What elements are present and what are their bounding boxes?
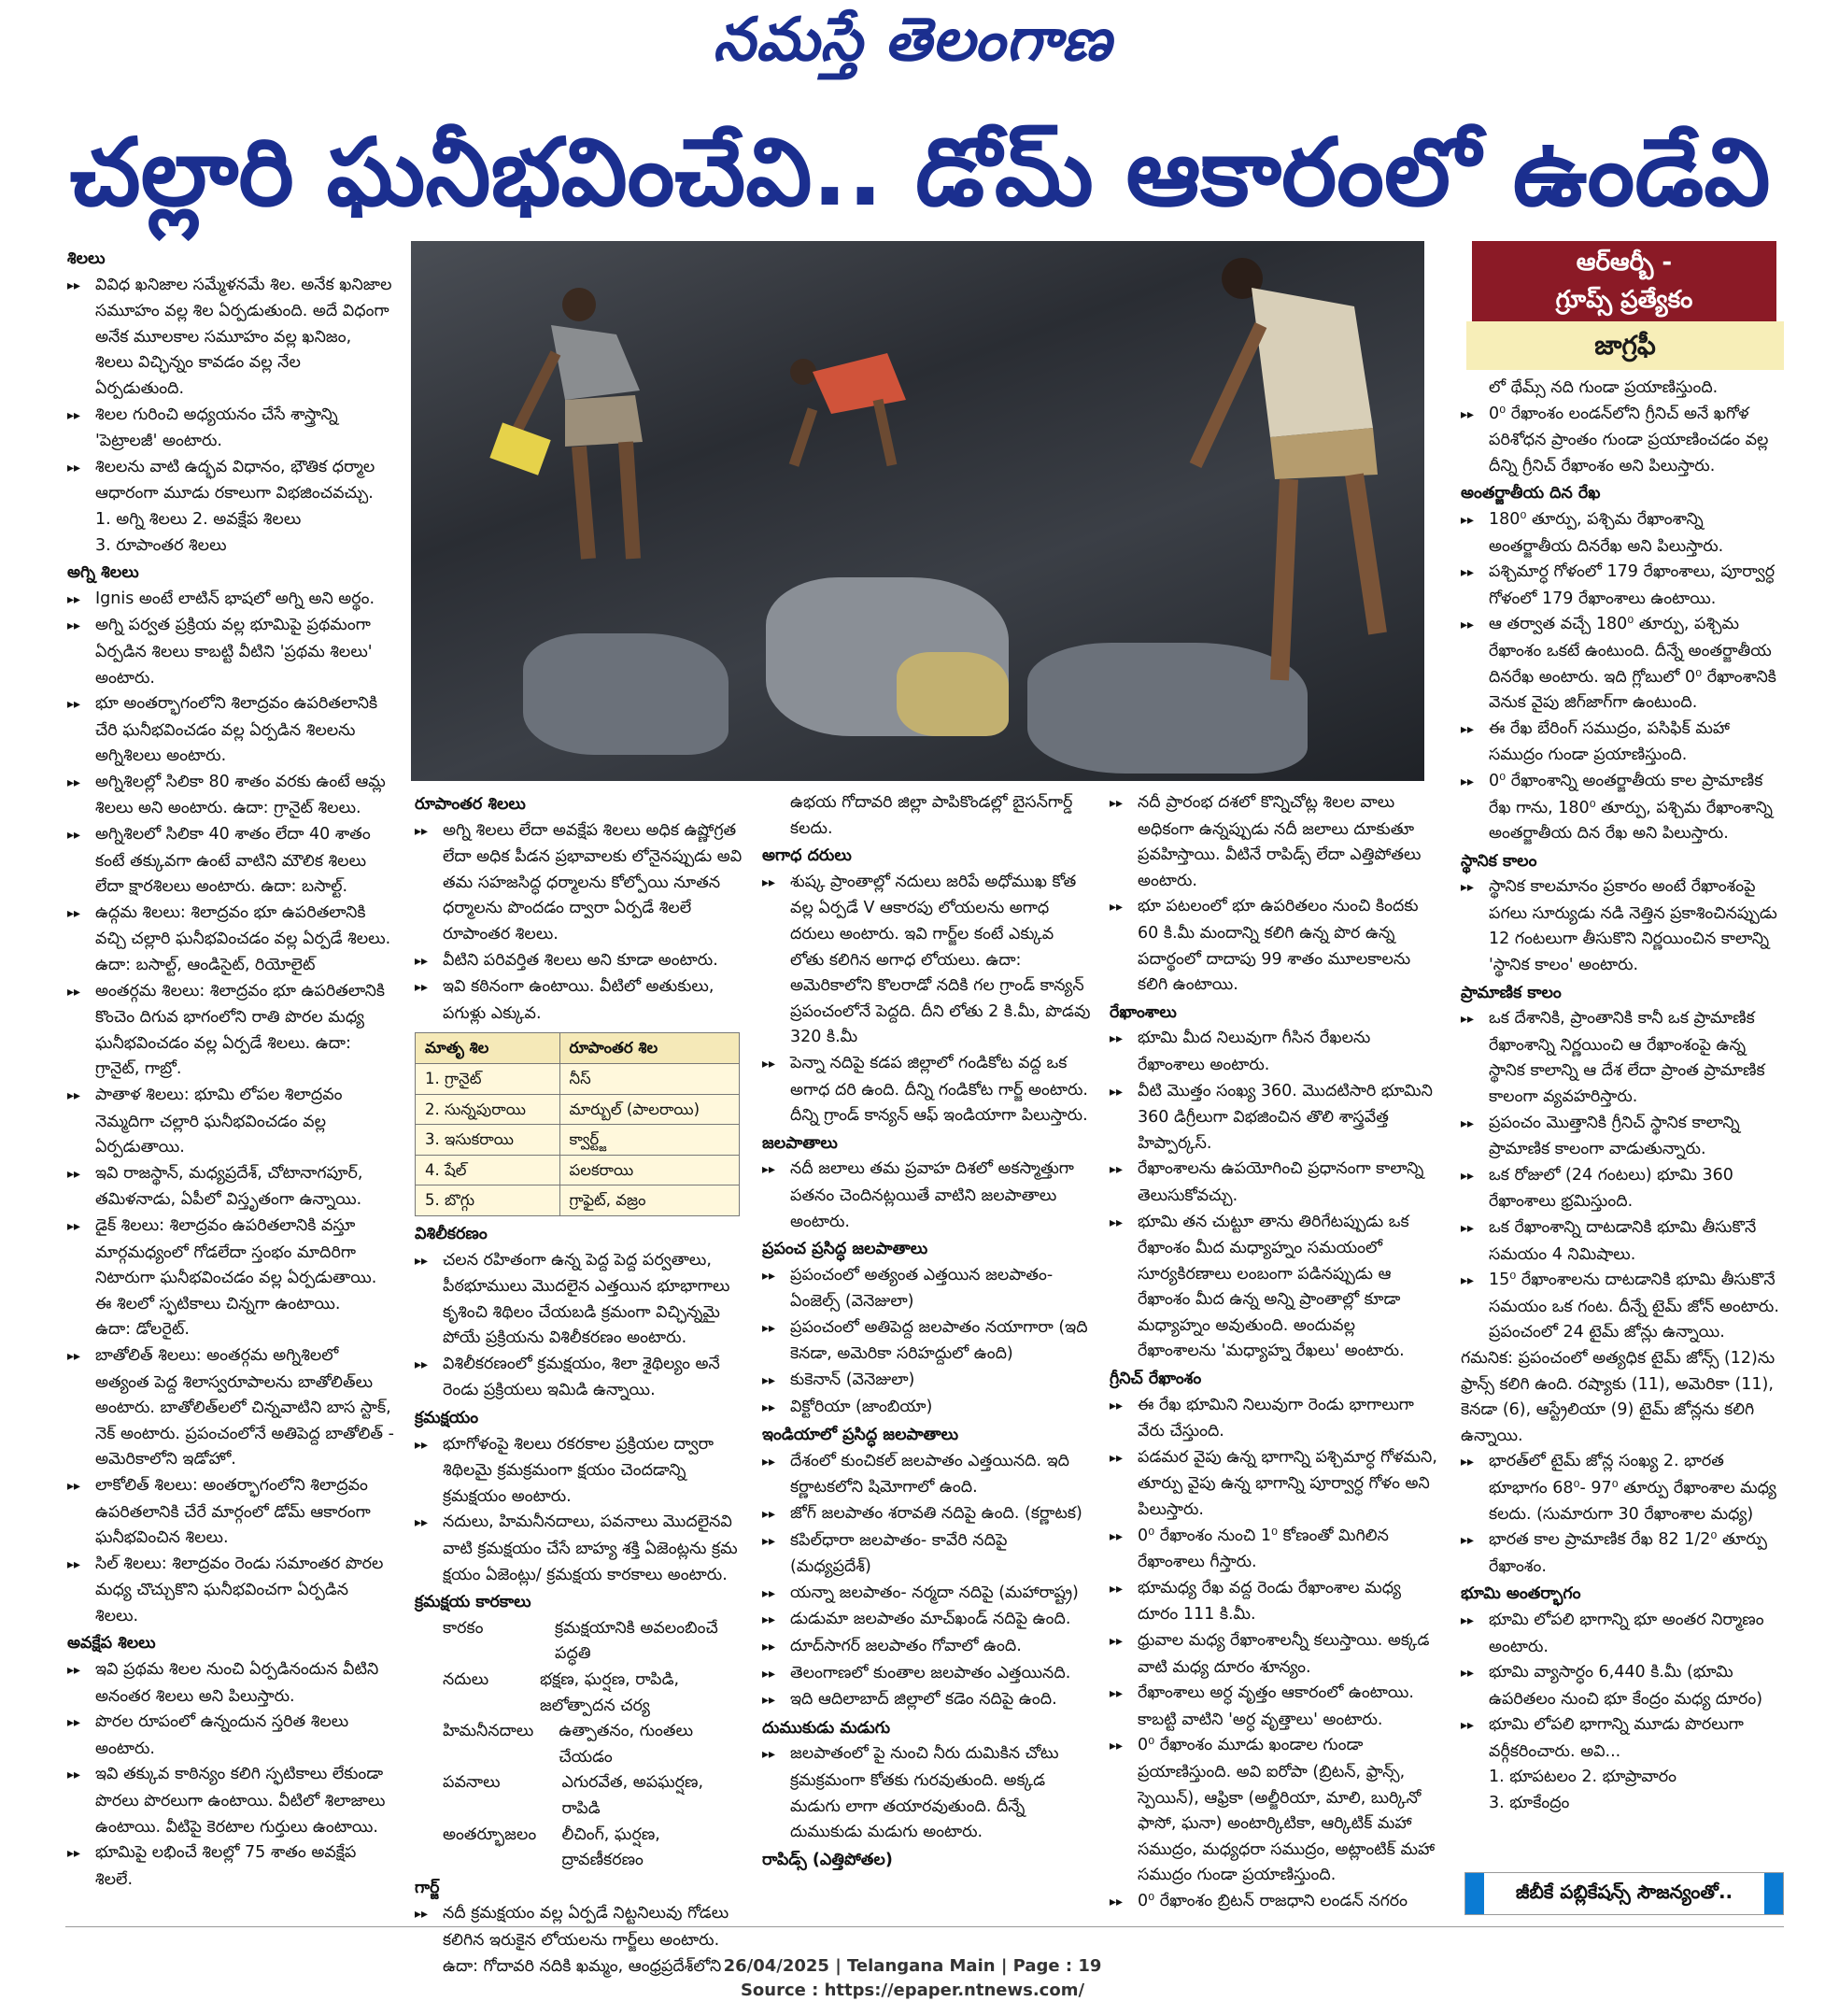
bullet: ▸▸ పడమర వైపు ఉన్న భాగాన్ని పశ్చిమార్ధ గోళమని, తూర్పు వైపు ఉన్న భాగాన్ని పూర్వార్ధ గోళం అని పిలుస్తారు. <box>1110 1445 1438 1524</box>
bullet: ▸▸ ఈ రేఖ భూమిని నిలువుగా రెండు భాగాలుగా వేరు చేస్తుంది. <box>1110 1393 1438 1445</box>
paragraph: లో థేమ్స్ నది గుండా ప్రయాణిస్తుంది. <box>1489 378 1719 397</box>
bullet: ▸▸ భూ అంతర్భాగంలోని శిలాద్రవం ఉపరితలానికి చేరి ఘనీభవించడం వల్ల ఏర్పడిన శిలలను అగ్నిశిలలు అంటారు. <box>67 691 394 770</box>
agent-label: పవనాలు <box>443 1773 501 1793</box>
geography-label: జాగ్రఫీ <box>1466 321 1784 370</box>
table-cell: 5. బొగ్గు <box>416 1185 560 1216</box>
worker-figure <box>476 278 719 587</box>
section-heading: భూమి అంతర్భాగం <box>1461 1584 1581 1604</box>
column-2 <box>415 790 743 1980</box>
section-heading: అగ్ని శిలలు <box>67 563 139 583</box>
table-cell: 4. షేల్ <box>416 1155 560 1185</box>
bullet: ▸▸ డైక్ శిలలు: శిలాద్రవం ఉపరితలానికి వస్తూ మార్గమధ్యంలో గోడలేదా స్తంభం మాదిరిగా నిటారుగా ఘనీభవించడం వల్ల ఏర్పడుతాయి. ఈ శిలలో స్ఫటికాలు చిన్నగా ఉంటాయి. <box>67 1214 394 1317</box>
bullet: ▸▸ నదీ ప్రారంభ దశలో కొన్నిచోట్ల శిలల వాలు అధికంగా ఉన్నప్పుడు నదీ జలాలు దూకుతూ ప్రవహిస్తాయి. వీటినే రాపిడ్స్ లేదా ఎత్తిపోతలు అంటారు. <box>1110 790 1438 894</box>
bullet: ▸▸ ధ్రువాల మధ్య రేఖాంశాలన్నీ కలుస్తాయి. అక్కడ వాటి మధ్య దూరం శూన్యం. <box>1110 1628 1438 1681</box>
bullet: ▸▸ పెన్నా నదిపై కడప జిల్లాలో గండికోట వద్ద ఒక అగాధ దరి ఉంది. దీన్ని గండికోట గార్జ్ అంటారు. దీన్ని గ్రాండ్ కాన్యన్ ఆఫ్ ఇండియాగా పిలుస్తారు. <box>762 1051 1091 1129</box>
bullet: ▸▸ అగ్ని పర్వత ప్రక్రియ వల్ల భూమిపై ప్రథమంగా ఏర్పడిన శిలలు కాబట్టి వీటిని 'ప్రథమ శిలలు' అంటారు. <box>67 613 394 691</box>
bullet: ▸▸ భూమి వ్యాసార్ధం 6,440 కి.మీ (భూమి ఉపరితలం నుంచి భూ కేంద్రం మధ్య దూరం) <box>1461 1660 1786 1712</box>
bullet: ▸▸ భూమధ్య రేఖ వద్ద రెండు రేఖాంశాల మధ్య దూరం 111 కి.మీ. <box>1110 1576 1438 1628</box>
bullet: ▸▸ ఉద్గమ శిలలు: శిలాద్రవం భూ ఉపరితలానికి వచ్చి చల్లారి ఘనీభవించడం వల్ల ఏర్పడే శిలలు. ఉదా: బసాల్ట్, ఆండిసైట్, రియోలైట్ <box>67 901 394 979</box>
bullet: ▸▸ వీటిని పరివర్తిత శిలలు అని కూడా అంటారు. <box>415 948 743 975</box>
bullet: ▸▸ 15⁰ రేఖాంశాలను దాటడానికి భూమి తీసుకొనే సమయం ఒక గంట. దీన్నే టైమ్ జోన్ అంటారు. ప్రపంచంలో 24 టైమ్ జోన్లు ఉన్నాయి. <box>1461 1268 1786 1346</box>
footer-source-link[interactable]: Source : https://epaper.ntnews.com/ <box>740 1981 1085 2000</box>
section-heading: ఇండియాలో ప్రసిద్ధ జలపాతాలు <box>762 1426 959 1445</box>
section-heading: అగాధ దరులు <box>762 846 852 866</box>
section-heading: ప్రామాణిక కాలం <box>1461 983 1562 1002</box>
agent-method: ఉత్పాతనం, గుంతలు చేయడం <box>559 1722 694 1767</box>
bullet: ▸▸ భూమి తన చుట్టూ తాను తిరిగేటప్పుడు ఒక రేఖాంశం మీద మధ్యాహ్నం సమయంలో సూర్యకిరణాలు లంబంగా పడినప్పుడు ఆ రేఖాంశం మీద ఉన్న అన్ని ప్రాంతాల్లో కూడా మధ్యాహ్నం అవుతుంది. అందువల్ల రేఖాంశాలను 'మధ్యాహ్న రేఖలు' అంటారు. <box>1110 1210 1438 1366</box>
rock-table <box>415 1032 740 1216</box>
bullet: ▸▸ అగ్ని శిలలు లేదా అవక్షేప శిలలు అధిక ఉష్ణోగ్రత లేదా అధిక పీడన ప్రభావాలకు లోనైనప్పుడు అవి తమ సహజసిద్ధ ధర్మాలను కోల్పోయి నూతన ధర్మాలను పొందడం ద్వారా ఏర్పడే శిలలే రూపాంతర శిలలు. <box>415 818 743 948</box>
agent-row <box>415 1719 743 1770</box>
table-cell: 2. సున్నపురాయి <box>416 1094 560 1125</box>
bullet: ▸▸ 0⁰ రేఖాంశాన్ని అంతర్జాతీయ కాల ప్రామాణిక రేఖ గాను, 180⁰ తూర్పు, పశ్చిమ రేఖాంశాన్ని అంతర్జాతీయ దిన రేఖ అని పిలుస్తారు. <box>1461 769 1786 847</box>
bullet: ▸▸ నదులు, హిమనీనదాలు, పవనాలు మొదలైనవి వాటి క్రమక్షయం చేసే బాహ్య శక్తి ఏజెంట్లను క్రమ క్షయం ఏజెంట్లు/ క్రమక్షయ కారకాలు అంటారు. <box>415 1510 743 1588</box>
bullet: ▸▸ స్థానిక కాలమానం ప్రకారం అంటే రేఖాంశంపై పగలు సూర్యుడు నడి నెత్తిన ప్రకాశించినప్పుడు 12 గంటలుగా తీసుకొని నిర్ణయించిన కాలాన్ని 'స్థానిక కాలం' అంటారు. <box>1461 874 1786 978</box>
column-1 <box>67 245 394 1893</box>
badge-line: గ్రూప్స్ ప్రత్యేకం <box>1555 286 1693 314</box>
bullet: ▸▸ నదీ క్రమక్షయం వల్ల ఏర్పడే నిట్టనిలువు గోడలు కలిగిన ఇరుకైన లోయలను గార్జ్‌లు అంటారు. ఉదా: గోదావరి నదికి ఖమ్మం, ఆంధ్రప్రదేశ్‌లోని <box>415 1901 743 1980</box>
bullet: ▸▸ 180⁰ తూర్పు, పశ్చిమ రేఖాంశాన్ని అంతర్జాతీయ దినరేఖ అని పిలుస్తారు. <box>1461 507 1786 560</box>
bullet: ▸▸ పొరల రూపంలో ఉన్నందున స్తరిత శిలలు అంటారు. <box>67 1710 394 1762</box>
page-headline: చల్లారి ఘనీభవించేవి.. డోమ్ ఆకారంలో ఉండేవి <box>69 118 1771 227</box>
section-heading: అంతర్జాతీయ దిన రేఖ <box>1461 484 1601 504</box>
section-heading: ప్రపంచ ప్రసిద్ధ జలపాతాలు <box>762 1240 928 1259</box>
section-heading: క్రమక్షయం <box>415 1409 479 1428</box>
column-4 <box>1110 790 1438 1916</box>
table-cell: గ్రాఫైట్, వజ్రం <box>559 1185 739 1216</box>
masthead-logo[interactable]: నమస్తే తెలంగాణ <box>713 6 1112 75</box>
bullet: ▸▸ ఆ తర్వాత వచ్చే 180⁰ తూర్పు, పశ్చిమ రేఖాంశం ఒకటే ఉంటుంది. దీన్నే అంతర్జాతీయ దినరేఖ అంటారు. ఇది గ్లోబులో 0⁰ రేఖాంశానికి వెనుక వైపు జిగ్‌జాగ్‌గా ఉంటుంది. <box>1461 612 1786 716</box>
bullet: ▸▸ రేఖాంశాలు అర్ధ వృత్తం ఆకారంలో ఉంటాయి. కాబట్టి వాటిని 'అర్ధ వృత్తాలు' అంటారు. <box>1110 1681 1438 1733</box>
table-row <box>416 1063 740 1094</box>
bullet: ▸▸ ప్రపంచం మొత్తానికి గ్రీనిచ్ స్థానిక కాలాన్ని ప్రామాణిక కాలంగా వాడుతున్నారు. <box>1461 1111 1786 1163</box>
table-row <box>416 1125 740 1156</box>
bullet: ▸▸ భూ పటలంలో భూ ఉపరితలం నుంచి కిందకు 60 కి.మీ మందాన్ని కలిగి ఉన్న పొర ఉన్న పదార్థంలో దాదాపు 99 శాతం మూలకాలను కలిగి ఉంటాయి. <box>1110 894 1438 998</box>
worker-figure <box>775 334 925 484</box>
bullet: ▸▸ అగ్నిశిలలో సిలికా 40 శాతం లేదా 40 శాతం కంటే తక్కువగా ఉంటే వాటిని మౌలిక శిలలు లేదా క్షారశిలలు అంటారు. ఉదా: బసాల్ట్. <box>67 822 394 901</box>
section-heading: క్రమక్షయ కారకాలు <box>415 1593 531 1612</box>
table-row <box>416 1185 740 1216</box>
agent-label: కారకం <box>443 1618 484 1638</box>
section-heading: దుముకుడు మడుగు <box>762 1718 891 1738</box>
bullet: ▸▸ పశ్చిమార్ధ గోళంలో 179 రేఖాంశాలు, పూర్వార్ధ గోళంలో 179 రేఖాంశాలు ఉంటాయి. <box>1461 560 1786 612</box>
bullet: ▸▸ ఇవి కఠినంగా ఉంటాయి. వీటిలో అతుకులు, పగుళ్లు ఎక్కువ. <box>415 974 743 1027</box>
bullet: ▸▸ ప్రపంచంలో అతిపెద్ద జలపాతం నయాగారా (ఇది కెనడా, అమెరికా సరిహద్దులో ఉంది) <box>762 1315 1091 1368</box>
bullet: ▸▸ సిల్ శిలలు: శిలాద్రవం రెండు సమాంతర పొరల మధ్య చొచ్చుకొని ఘనీభవించగా ఏర్పడిన శిలలు. <box>67 1552 394 1630</box>
bullet: ▸▸ భారత్‌లో టైమ్ జోన్ల సంఖ్య 2. భారత భూభాగం 68⁰- 97⁰ తూర్పు రేఖాంశాల మధ్య కలదు. (సుమారుగా 30 రేఖాంశాల మధ్య) <box>1461 1449 1786 1527</box>
section-heading: స్థానిక కాలం <box>1461 851 1537 871</box>
agent-row <box>415 1823 743 1874</box>
agent-label: అంతర్భూజలం <box>443 1824 537 1844</box>
bullet: ▸▸ పాతాళ శిలలు: భూమి లోపల శిలాద్రవం నెమ్మదిగా చల్లారి ఘనీభవించడం వల్ల ఏర్పడుతాయి. <box>67 1083 394 1161</box>
section-heading: అవక్షేప శిలలు <box>67 1634 156 1654</box>
table-header: మాతృ శిల <box>416 1033 560 1064</box>
list-line: 1. భూపటలం 2. భూప్రావారం <box>1489 1768 1676 1787</box>
bullet: ▸▸ భూగోళంపై శిలలు రకరకాల ప్రక్రియల ద్వారా శిథిలమై క్రమక్రమంగా క్షయం చెందడాన్ని క్రమక్షయం అంటారు. <box>415 1432 743 1511</box>
bullet: ▸▸ యన్నా జలపాతం- నర్మదా నదిపై (మహారాష్ట్ర) <box>762 1581 1091 1608</box>
bullet: ▸▸ విక్టోరియా (జాంబియా) <box>762 1395 1091 1422</box>
bullet: ▸▸ శిలలను వాటి ఉద్భవ విధానం, భౌతిక ధర్మాల ఆధారంగా మూడు రకాలుగా విభజించవచ్చు. <box>67 455 394 507</box>
bullet: ▸▸ విశిలీకరణంలో క్రమక్షయం, శిలా శైథిల్యం అనే రెండు ప్రక్రియలు ఇమిడి ఉన్నాయి. <box>415 1352 743 1404</box>
table-cell: 3. ఇసుకరాయి <box>416 1125 560 1156</box>
bullet: ▸▸ Ignis అంటే లాటిన్ భాషలో అగ్ని అని అర్థం. <box>67 587 394 614</box>
column-3 <box>762 790 1091 1873</box>
bullet: ▸▸ భూమి మీద నిలువుగా గీసిన రేఖలను రేఖాంశాలు అంటారు. <box>1110 1026 1438 1078</box>
table-cell: నీస్ <box>559 1063 739 1094</box>
bullet: ▸▸ ఒక దేశానికి, ప్రాంతానికి కానీ ఒక ప్రామాణిక రేఖాంశాన్ని నిర్ణయించి ఆ రేఖాంశంపై ఉన్న స్థానిక కాలాన్ని ఆ దేశ లేదా ప్రాంత ప్రామాణిక కాలంగా వ్యవహరిస్తారు. <box>1461 1006 1786 1110</box>
bullet: ▸▸ అంతర్గమ శిలలు: శిలాద్రవం భూ ఉపరితలానికి కొంచెం దిగువ భాగంలోని రాతి పొరల మధ్య ఘనీభవించడం వల్ల ఏర్పడే శిలలు. ఉదా: గ్రానైట్, గాబ్రో. <box>67 979 394 1083</box>
bullet: ▸▸ 0⁰ రేఖాంశం మూడు ఖండాల గుండా ప్రయాణిస్తుంది. అవి ఐరోపా (బ్రిటన్, ఫ్రాన్స్, స్పెయిన్), ఆఫ్రికా (అల్జీరియా, మాలి, బుర్కినో ఫాసో, ఘనా) అంటార్కిటికా, ఆర్కిటిక్ మహా సముద్రం, మధ్యధరా సముద్రం, అట్లాంటిక్ మహా సముద్రం గుండా ప్రయాణిస్తుంది. <box>1110 1733 1438 1889</box>
agent-method: క్రమక్షయానికి అవలంబించే పద్ధతి <box>555 1618 718 1664</box>
section-heading: జలపాతాలు <box>762 1133 838 1153</box>
table-cell: క్వార్ట్జ్ <box>559 1125 739 1156</box>
bullet: ▸▸ ఒక రోజులో (24 గంటలు) భూమి 360 రేఖాంశాలు భ్రమిస్తుంది. <box>1461 1163 1786 1215</box>
bullet: ▸▸ నదీ జలాలు తమ ప్రవాహ దిశలో అకస్మాత్తుగా పతనం చెందినట్లయితే వాటిని జలపాతాలు అంటారు. <box>762 1157 1091 1235</box>
column-5 <box>1461 376 1786 1817</box>
section-heading: రాపిడ్స్ (ఎత్తిపోతల) <box>762 1850 893 1869</box>
publication-credit <box>1464 1872 1784 1915</box>
bullet: ▸▸ 0⁰ రేఖాంశం బ్రిటన్ రాజధాని లండన్ నగరం <box>1110 1889 1438 1916</box>
bullet: ▸▸ కుకెనాన్ (వెనెజులా) <box>762 1368 1091 1395</box>
credit-text: జీబీకే పబ్లికేషన్స్ సౌజన్యంతో.. <box>1515 1880 1733 1903</box>
bullet: ▸▸ భారత కాల ప్రామాణిక రేఖ 82 1/2⁰ తూర్పు రేఖాంశం. <box>1461 1527 1786 1580</box>
credit-accent-bar <box>1465 1873 1484 1914</box>
agent-row <box>415 1668 743 1719</box>
bullet: ▸▸ భూమి లోపలి భాగాన్ని భూ అంతర నిర్మాణం అంటారు. <box>1461 1608 1786 1660</box>
table-row <box>416 1094 740 1125</box>
bullet: ▸▸ శిలల గురించి అధ్యయనం చేసే శాస్త్రాన్ని 'పెట్రాలజీ' అంటారు. <box>67 403 394 455</box>
bullet: ▸▸ కపిల్‌ధారా జలపాతం- కావేరి నదిపై (మధ్యప్రదేశ్) <box>762 1528 1091 1581</box>
bullet: ▸▸ దేశంలో కుంచికల్ జలపాతం ఎత్తయినది. ఇది కర్ణాటకలోని షిమోగాలో ఉంది. <box>762 1449 1091 1501</box>
section-heading: గ్రీనిచ్ రేఖాంశం <box>1110 1370 1202 1389</box>
bullet: ▸▸ భూమి లోపలి భాగాన్ని మూడు పొరలుగా వర్గీకరించారు. అవి... <box>1461 1712 1786 1765</box>
credit-accent-bar <box>1764 1873 1783 1914</box>
agent-method: లీచింగ్, ఘర్షణ, ద్రావణీకరణం <box>561 1824 660 1870</box>
list-line: 1. అగ్ని శిలలు 2. అవక్షేప శిలలు <box>95 509 302 529</box>
list-line: 3. రూపాంతర శిలలు <box>95 535 227 555</box>
note: గమనిక: ప్రపంచంలో అత్యధిక టైమ్ జోన్స్ (12)ను ఫ్రాన్స్ కలిగి ఉంది. రష్యాకు (11), అమెరికా (11), కెనడా (6), ఆస్ట్రేలియా (9) టైమ్ జోన్లను కలిగి ఉన్నాయి. <box>1461 1348 1775 1445</box>
rrb-groups-badge <box>1472 241 1776 322</box>
bullet: ▸▸ దూద్‌సాగర్ జలపాతం గోవాలో ఉంది. <box>762 1634 1091 1661</box>
bullet: ▸▸ వీటి మొత్తం సంఖ్య 360. మొదటిసారి భూమిని 360 డిగ్రీలుగా విభజించిన తొలి శాస్త్రవేత్త హిప్పార్కస్. <box>1110 1079 1438 1157</box>
section-heading: గార్జ్ <box>415 1878 440 1897</box>
table-cell: 1. గ్రానైట్ <box>416 1063 560 1094</box>
agent-method: భక్షణ, ఘర్షణ, రాపిడి, జలోత్పాదన చర్య <box>539 1670 680 1715</box>
list-line: 3. భూకేంద్రం <box>1489 1794 1570 1813</box>
agent-method: ఎగురవేత, అపఘర్షణ, రాపిడి <box>561 1773 704 1818</box>
bullet: ▸▸ తెలంగాణలో కుంతాల జలపాతం ఎత్తయినది. <box>762 1661 1091 1688</box>
bullet: ▸▸ జలపాతంలో పై నుంచి నీరు దుమికిన చోటు క్రమక్రమంగా కోతకు గురవుతుంది. అక్కడ మడుగు లాగా తయారవుతుంది. దీన్నే దుముకుడు మడుగు అంటారు. <box>762 1741 1091 1845</box>
bullet: ▸▸ అగ్నిశిలల్లో సిలికా 80 శాతం వరకు ఉంటే ఆమ్ల శిలలు అని అంటారు. ఉదా: గ్రానైట్ శిలలు. <box>67 770 394 822</box>
section-heading: రేఖాంశాలు <box>1110 1002 1177 1022</box>
bullet: ▸▸ ఇది ఆదిలాబాద్ జిల్లాలో కడెం నదిపై ఉంది. <box>762 1687 1091 1714</box>
mining-photo <box>411 241 1424 781</box>
table-cell: పలకరాయి <box>559 1155 739 1185</box>
footer-divider <box>65 1926 1784 1927</box>
table-row <box>416 1155 740 1185</box>
bullet: ▸▸ లాకోలిత్ శిలలు: అంతర్భాగంలోని శిలాద్రవం ఉపరితలానికి చేరే మార్గంలో డోమ్ ఆకారంగా ఘనీభవించిన శిలలు. <box>67 1473 394 1552</box>
bullet: ▸▸ ఒక రేఖాంశాన్ని దాటడానికి భూమి తీసుకొనే సమయం 4 నిమిషాలు. <box>1461 1215 1786 1268</box>
agent-row <box>415 1616 743 1668</box>
agent-label: నదులు <box>443 1670 489 1689</box>
bullet: ▸▸ ఇవి తక్కువ కాఠిన్యం కలిగి స్ఫటికాలు లేకుండా పొరలు పొరలుగా ఉంటాయి. వీటిలో శిలాజాలు ఉంటాయి. వీటిపై కెరటాల గుర్తులు ఉంటాయి. <box>67 1762 394 1840</box>
bullet: ▸▸ జోగ్ జలపాతం శరావతి నదిపై ఉంది. (కర్ణాటక) <box>762 1501 1091 1528</box>
worker-figure <box>1139 241 1420 708</box>
list-line: ఉదా: డోలరైట్. <box>95 1320 190 1340</box>
agent-row <box>415 1770 743 1822</box>
footer-date-page: 26/04/2025 | Telangana Main | Page : 19 <box>723 1956 1102 1976</box>
section-heading: విశిలీకరణం <box>415 1224 488 1243</box>
bullet: ▸▸ ఇవి ప్రథమ శిలల నుంచి ఏర్పడినందున వీటిని అనంతర శిలలు అని పిలుస్తారు. <box>67 1657 394 1710</box>
bullet: ▸▸ రేఖాంశాలను ఉపయోగించి ప్రధానంగా కాలాన్ని తెలుసుకోవచ్చు. <box>1110 1157 1438 1209</box>
paragraph: ఉభయ గోదావరి జిల్లా పాపికొండల్లో బైసన్‌గార్డ్ కలదు. <box>790 793 1073 838</box>
section-heading: రూపాంతర శిలలు <box>415 795 526 814</box>
bullet: ▸▸ ఈ రేఖ బేరింగ్ సముద్రం, పసిఫిక్ మహా సముద్రం గుండా ప్రయాణిస్తుంది. <box>1461 717 1786 769</box>
bullet: ▸▸ శుష్క ప్రాంతాల్లో నదులు జరిపే అధోముఖ కోత వల్ల ఏర్పడే V ఆకారపు లోయలను అగాధ దరులు అంటారు. ఇవి గార్జ్‌ల కంటే ఎక్కువ లోతు కలిగిన అగాధ లోయలు. ఉదా: అమెరికాలోని కొలరాడో నదికి గల గ్రాండ్ కాన్యన్ ప్రపంచంలోనే పెద్దది. దీని లోతు 2 కి.మీ, పొడవు 320 కి.మీ <box>762 870 1091 1051</box>
bullet: ▸▸ ప్రపంచంలో అత్యంత ఎత్తయిన జలపాతం- ఏంజెల్స్ (వెనెజులా) <box>762 1263 1091 1315</box>
table-cell: మార్బుల్ (పాలరాయి) <box>559 1094 739 1125</box>
bullet: ▸▸ డుడుమా జలపాతం మాచ్‌ఖండ్ నదిపై ఉంది. <box>762 1607 1091 1634</box>
bullet: ▸▸ చలన రహితంగా ఉన్న పెద్ద పెద్ద పర్వతాలు, పీఠభూములు మొదలైన ఎత్తయిన భూభాగాలు కృశించి శిథిలం చేయబడి క్రమంగా విచ్ఛిన్నమై పోయే ప్రక్రియను విశిలీకరణం అంటారు. <box>415 1248 743 1352</box>
agent-label: హిమనీనదాలు <box>443 1722 534 1741</box>
bullet: ▸▸ బాతోలిత్ శిలలు: అంతర్గమ అగ్నిశిలలో అత్యంత పెద్ద శిలాస్వరూపాలను బాతోలిత్‌లు అంటారు. బాతోలిత్‌లలో చిన్నవాటిని బాస స్టాక్, నెక్ అంటారు. ప్రపంచంలోనే అతిపెద్ద బాతోలిత్ - అమెరికాలోని ఇడోహో. <box>67 1343 394 1473</box>
bullet: ▸▸ 0⁰ రేఖాంశం లండన్‌లోని గ్రీనిచ్ అనే ఖగోళ పరిశోధన ప్రాంతం గుండా ప్రయాణించడం వల్ల దీన్ని గ్రీనిచ్ రేఖాంశం అని పిలుస్తారు. <box>1461 402 1786 480</box>
bullet: ▸▸ ఇవి రాజస్థాన్, మధ్యప్రదేశ్, చోటానాగపూర్, తమిళనాడు, ఏపీలో విస్తృతంగా ఉన్నాయి. <box>67 1161 394 1214</box>
badge-line: ఆర్ఆర్బీ - <box>1576 248 1673 277</box>
bullet: ▸▸ వివిధ ఖనిజాల సమ్మేళనమే శిల. అనేక ఖనిజాల సమూహం వల్ల శిల ఏర్పడుతుంది. అదే విధంగా అనేక మూలకాల సమూహం వల్ల ఖనిజం, శిలలు విచ్ఛిన్నం కావడం వల్ల నేల ఏర్పడుతుంది. <box>67 273 394 403</box>
section-heading: శిలలు <box>67 249 106 268</box>
table-header: రూపాంతర శిల <box>559 1033 739 1064</box>
bullet: ▸▸ 0⁰ రేఖాంశం నుంచి 1⁰ కోణంతో మిగిలిన రేఖాంశాలు గీస్తారు. <box>1110 1524 1438 1576</box>
bullet: ▸▸ భూమిపై లభించే శిలల్లో 75 శాతం అవక్షేప శిలలే. <box>67 1840 394 1893</box>
